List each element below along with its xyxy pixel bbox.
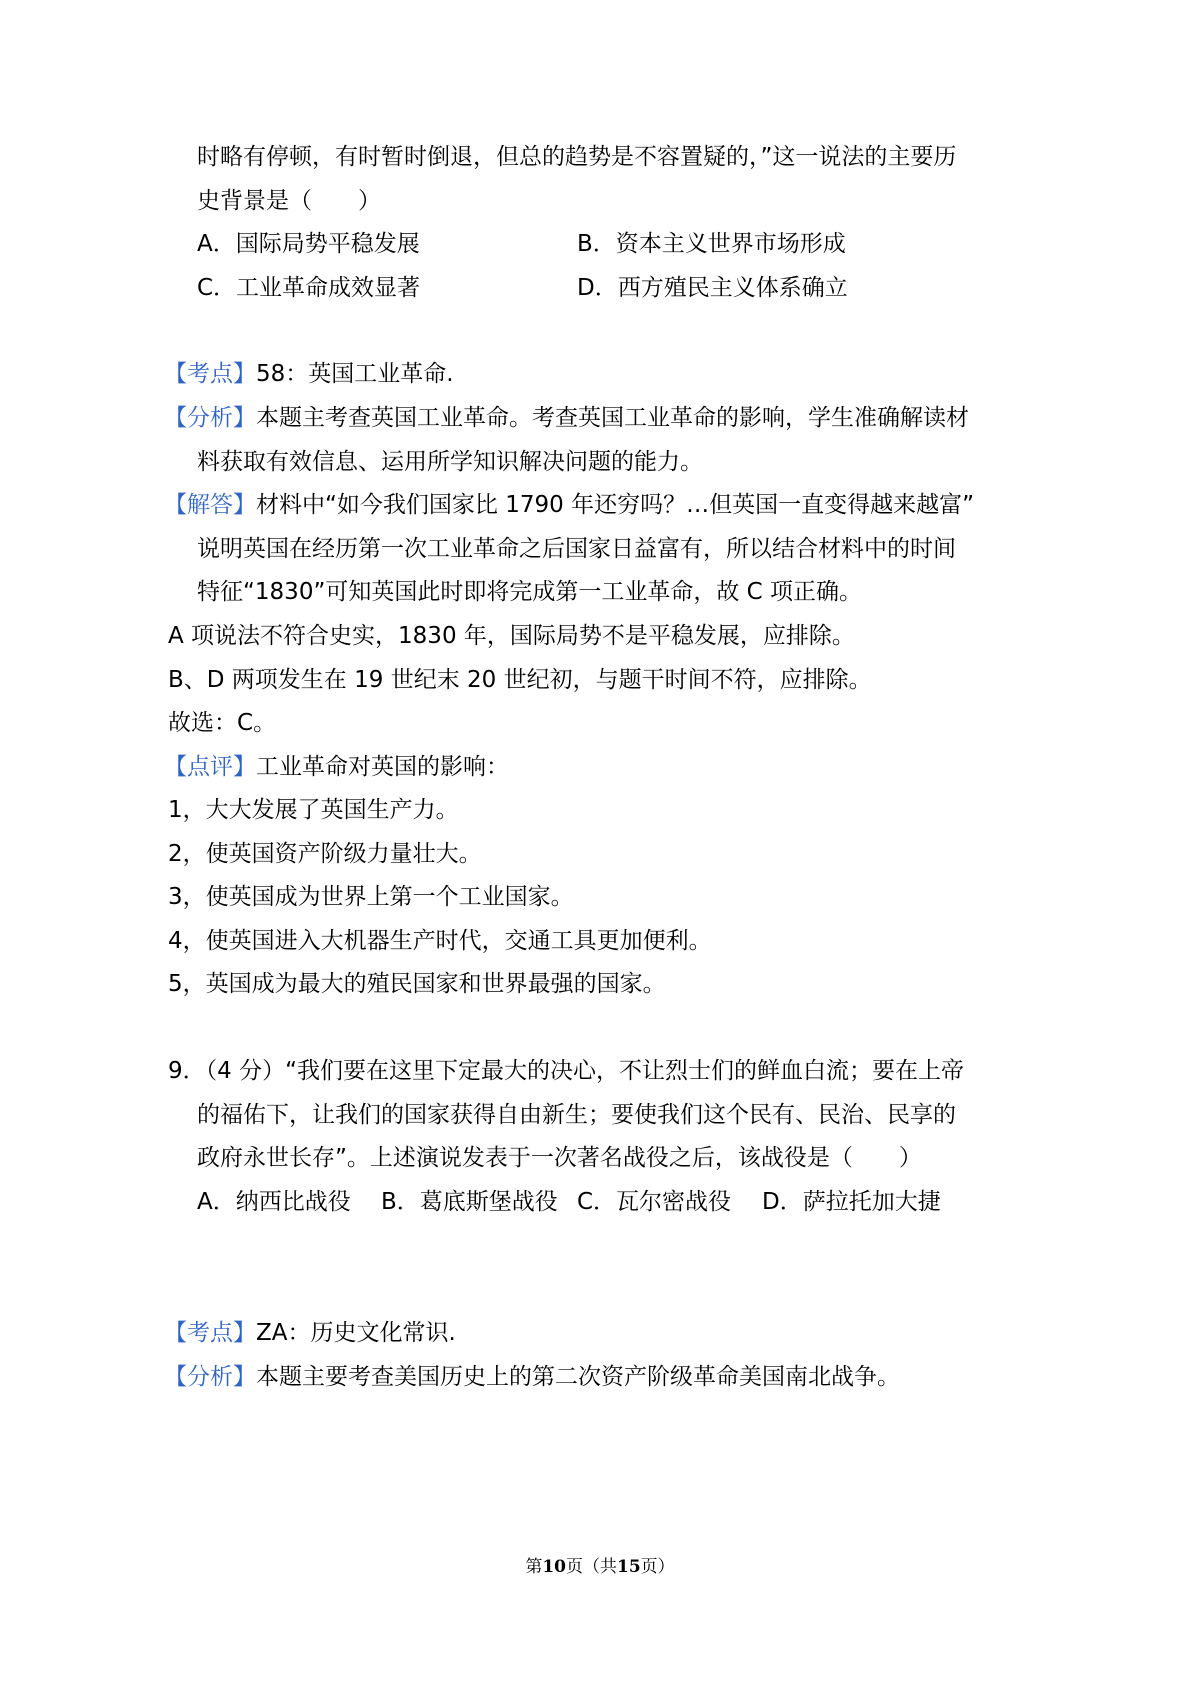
kaodian-text: ZA：历史文化常识. — [256, 1320, 456, 1346]
q9-option-c: C．瓦尔密战役 — [577, 1189, 732, 1215]
q8-dianping — [164, 751, 509, 783]
kaodian-tag: 【考点】 — [164, 361, 256, 387]
q8-jieda-line: A 项说法不符合史实，1830 年，国际局势不是平稳发展，应排除。 — [168, 623, 855, 649]
page-number: 10 — [542, 1557, 566, 1577]
kaodian-text: 58：英国工业革命. — [256, 361, 454, 387]
fenxi-tag: 【分析】 — [164, 405, 256, 431]
q9-fenxi — [164, 1361, 900, 1393]
kaodian-tag: 【考点】 — [164, 1320, 256, 1346]
q9-option-b: B．葛底斯堡战役 — [381, 1189, 558, 1215]
q8-fenxi-line: 料获取有效信息、运用所学知识解决问题的能力。 — [197, 449, 703, 475]
q9-stem-line: 政府永世长存”。上述演说发表于一次著名战役之后，该战役是（ ） — [197, 1145, 922, 1171]
fenxi-tag: 【分析】 — [164, 1364, 256, 1390]
q9-option-a: A．纳西比战役 — [197, 1189, 351, 1215]
q9-stem-line: 的福佑下，让我们的国家获得自由新生；要使我们这个民有、民治、民享的 — [197, 1102, 956, 1128]
q8-stem-line: 时略有停顿，有时暂时倒退，但总的趋势是不容置疑的，”这一说法的主要历 — [197, 144, 957, 170]
page-footer — [0, 1552, 1200, 1577]
dianping-text: 工业革命对英国的影响： — [256, 754, 509, 780]
q8-jieda-line: 特征“1830”可知英国此时即将完成第一工业革命，故 C 项正确。 — [197, 579, 863, 605]
footer-text: 页（共 — [566, 1557, 617, 1577]
list-item: 4，使英国进入大机器生产时代，交通工具更加便利。 — [168, 928, 712, 954]
q9-kaodian — [164, 1317, 456, 1349]
q8-option-c: C．工业革命成效显著 — [197, 275, 421, 301]
fenxi-text: 本题主要考查美国历史上的第二次资产阶级革命美国南北战争。 — [256, 1364, 900, 1390]
q8-jieda-line: B、D 两项发生在 19 世纪末 20 世纪初，与题干时间不符，应排除。 — [168, 667, 872, 693]
q8-fenxi — [164, 402, 969, 434]
footer-text: 页） — [640, 1557, 675, 1577]
total-pages: 15 — [617, 1557, 641, 1577]
q8-answer: 故选：C。 — [168, 710, 277, 736]
dianping-tag: 【点评】 — [164, 754, 256, 780]
q8-option-b: B．资本主义世界市场形成 — [577, 231, 846, 257]
list-item: 3，使英国成为世界上第一个工业国家。 — [168, 884, 574, 910]
fenxi-text: 本题主考查英国工业革命。考查英国工业革命的影响，学生准确解读材 — [256, 405, 969, 431]
q8-jieda — [164, 489, 974, 521]
jieda-tag: 【解答】 — [164, 492, 256, 518]
footer-text: 第 — [525, 1557, 543, 1577]
list-item: 2，使英国资产阶级力量壮大。 — [168, 841, 482, 867]
list-item: 1，大大发展了英国生产力。 — [168, 797, 459, 823]
q8-option-a: A．国际局势平稳发展 — [197, 231, 420, 257]
q8-option-d: D．西方殖民主义体系确立 — [577, 275, 848, 301]
q9-stem-line: 9．（4 分）“我们要在这里下定最大的决心，不让烈士们的鲜血白流；要在上帝 — [168, 1058, 964, 1084]
q8-stem-line: 史背景是（ ） — [197, 188, 381, 214]
list-item: 5，英国成为最大的殖民国家和世界最强的国家。 — [168, 971, 666, 997]
q9-option-d: D．萨拉托加大捷 — [762, 1189, 941, 1215]
q8-kaodian — [164, 358, 454, 390]
q8-jieda-line: 说明英国在经历第一次工业革命之后国家日益富有，所以结合材料中的时间 — [197, 536, 956, 562]
jieda-text: 材料中“如今我们国家比 1790 年还穷吗？…但英国一直变得越来越富” — [256, 492, 974, 518]
